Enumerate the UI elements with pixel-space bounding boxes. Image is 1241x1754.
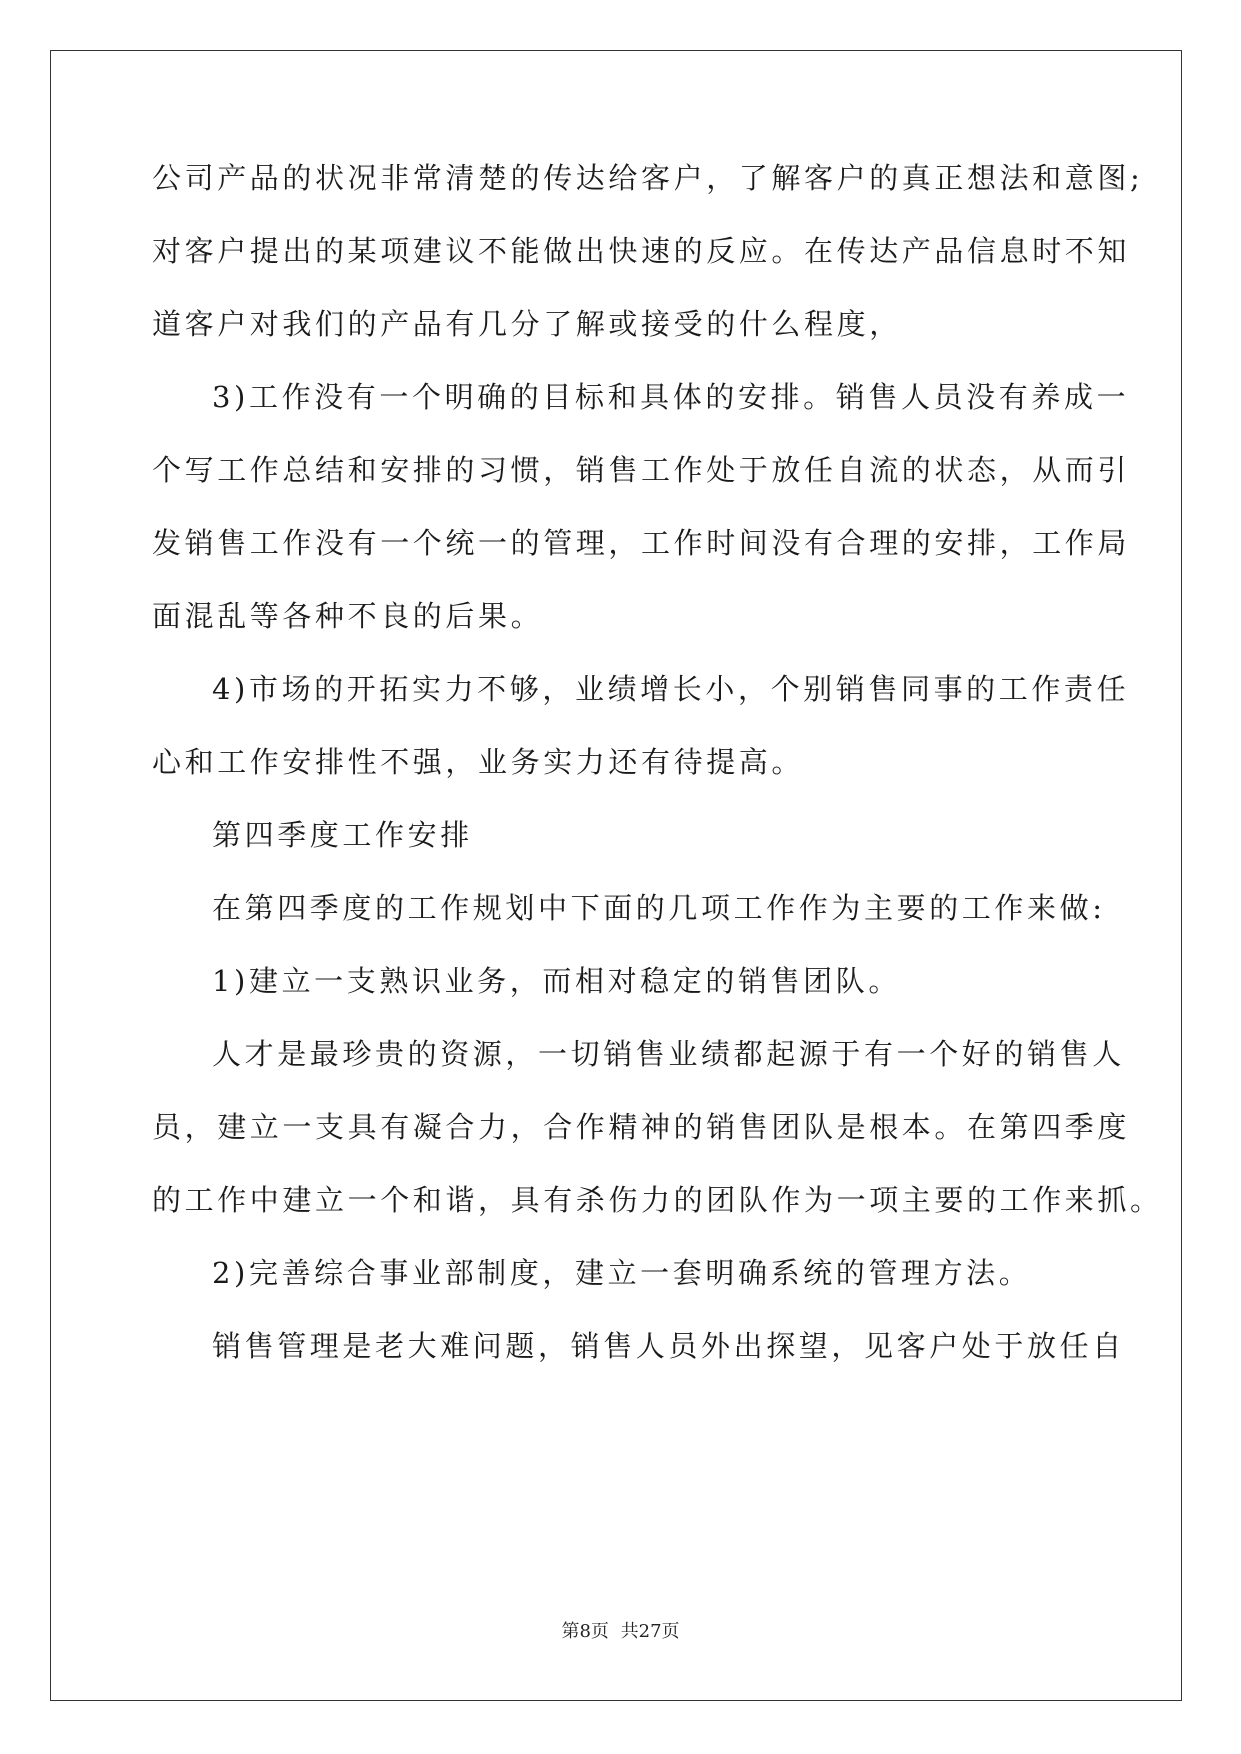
text-line: 的工作中建立一个和谐，具有杀伤力的团队作为一项主要的工作来抓。	[152, 1183, 1163, 1217]
page-number: 第8页	[561, 1621, 609, 1642]
text-line: 公司产品的状况非常清楚的传达给客户，了解客户的真正想法和意图;	[152, 161, 1144, 195]
page-footer	[0, 1617, 1241, 1643]
text-line: 道客户对我们的产品有几分了解或接受的什么程度，	[152, 307, 902, 341]
text-line: 面混乱等各种不良的后果。	[152, 599, 544, 633]
text-line: 4)市场的开拓实力不够，业绩增长小，个别销售同事的工作责任	[212, 672, 1130, 706]
text-line: 1)建立一支熟识业务，而相对稳定的销售团队。	[212, 964, 901, 998]
text-line: 员，建立一支具有凝合力，合作精神的销售团队是根本。在第四季度	[152, 1110, 1131, 1144]
page-total: 共27页	[620, 1621, 680, 1642]
text-line: 3)工作没有一个明确的目标和具体的安排。销售人员没有养成一	[212, 380, 1130, 414]
text-line: 2)完善综合事业部制度，建立一套明确系统的管理方法。	[212, 1256, 1032, 1290]
text-line: 对客户提出的某项建议不能做出快速的反应。在传达产品信息时不知	[152, 234, 1131, 268]
section-heading: 第四季度工作安排	[212, 818, 473, 852]
text-line: 人才是最珍贵的资源，一切销售业绩都起源于有一个好的销售人	[212, 1037, 1125, 1071]
text-line: 个写工作总结和安排的习惯，销售工作处于放任自流的状态，从而引	[152, 453, 1131, 487]
page-border	[50, 50, 1182, 1701]
text-line: 在第四季度的工作规划中下面的几项工作作为主要的工作来做:	[212, 891, 1106, 925]
text-line: 发销售工作没有一个统一的管理，工作时间没有合理的安排，工作局	[152, 526, 1131, 560]
text-line: 心和工作安排性不强，业务实力还有待提高。	[152, 745, 805, 779]
text-line: 销售管理是老大难问题，销售人员外出探望，见客户处于放任自	[212, 1329, 1125, 1363]
